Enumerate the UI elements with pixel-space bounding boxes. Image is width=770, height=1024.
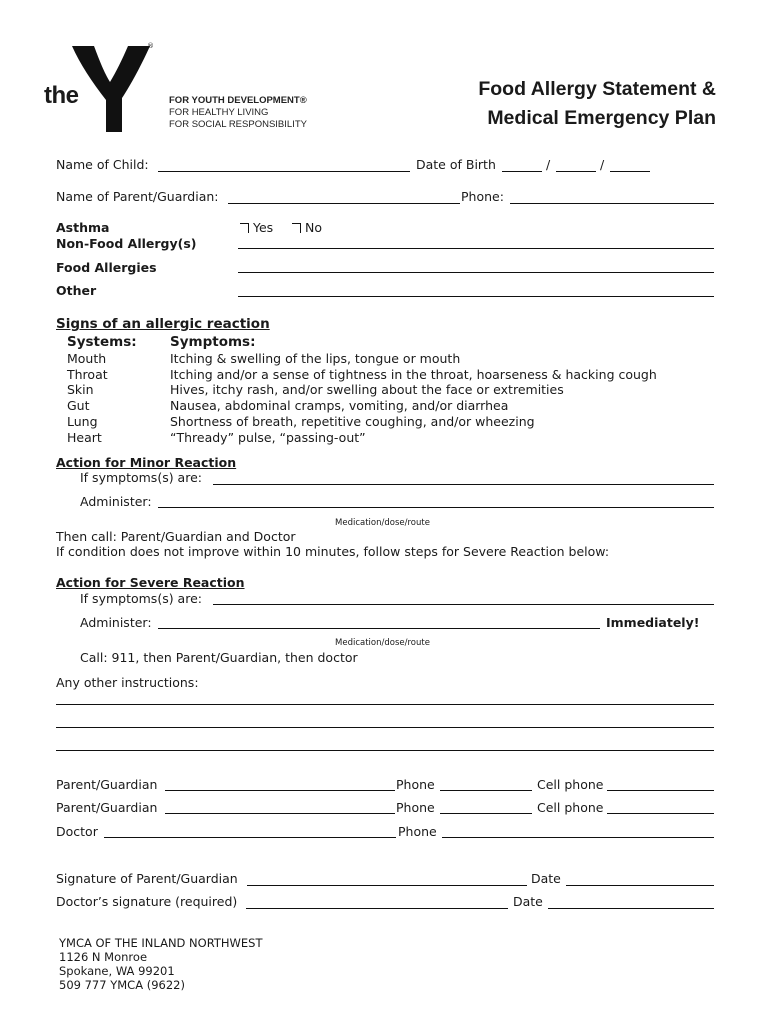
footer-street: 1126 N Monroe bbox=[59, 950, 148, 964]
system-skin: Skin bbox=[67, 382, 94, 397]
asthma-yes-option[interactable] bbox=[240, 220, 273, 235]
system-heart: Heart bbox=[67, 430, 102, 445]
footer-org: YMCA OF THE INLAND NORTHWEST bbox=[59, 936, 263, 950]
no-checkbox[interactable] bbox=[292, 223, 301, 233]
contact-doctor-phone-label: Phone bbox=[398, 824, 437, 839]
contact-parent-2-label: Parent/Guardian bbox=[56, 800, 158, 815]
symptom-skin: Hives, itchy rash, and/or swelling about the face or extremities bbox=[170, 382, 564, 397]
minor-administer-field[interactable] bbox=[158, 507, 714, 508]
contact-parent-1-phone-field[interactable] bbox=[440, 790, 532, 791]
other-instructions-line-1[interactable] bbox=[56, 704, 714, 705]
contact-parent-1-field[interactable] bbox=[165, 790, 395, 791]
signs-heading: Signs of an allergic reaction bbox=[56, 316, 270, 332]
minor-then-call: Then call: Parent/Guardian and Doctor bbox=[56, 529, 296, 544]
severe-call: Call: 911, then Parent/Guardian, then doctor bbox=[80, 650, 358, 665]
doctor-signature-date-label: Date bbox=[513, 894, 543, 909]
non-food-allergy-field[interactable] bbox=[238, 248, 714, 249]
minor-reaction-heading: Action for Minor Reaction bbox=[56, 455, 237, 470]
contact-parent-2-phone-label: Phone bbox=[396, 800, 435, 815]
parent-signature-date-field[interactable] bbox=[566, 885, 714, 886]
contact-parent-1-cell-field[interactable] bbox=[607, 790, 714, 791]
contact-parent-1-label: Parent/Guardian bbox=[56, 777, 158, 792]
contact-doctor-label: Doctor bbox=[56, 824, 98, 839]
logo-the-word: the bbox=[44, 82, 79, 109]
tagline-line-1: FOR YOUTH DEVELOPMENT® bbox=[169, 95, 307, 106]
asthma-label: Asthma bbox=[56, 220, 110, 235]
tagline-line-2: FOR HEALTHY LIVING bbox=[169, 107, 269, 118]
other-instructions-line-3[interactable] bbox=[56, 750, 714, 751]
yes-checkbox[interactable] bbox=[240, 223, 249, 233]
child-name-field[interactable] bbox=[158, 171, 410, 172]
severe-administer-label: Administer: bbox=[80, 615, 152, 630]
system-lung: Lung bbox=[67, 414, 98, 429]
doctor-signature-field[interactable] bbox=[246, 908, 508, 909]
systems-header: Systems: bbox=[67, 334, 137, 350]
footer-address bbox=[59, 936, 263, 992]
contact-parent-2-field[interactable] bbox=[165, 813, 395, 814]
system-mouth: Mouth bbox=[67, 351, 107, 366]
parent-phone-field[interactable] bbox=[510, 203, 714, 204]
contact-parent-2-phone-field[interactable] bbox=[440, 813, 532, 814]
symptom-gut: Nausea, abdominal cramps, vomiting, and/or diarrhea bbox=[170, 398, 509, 413]
child-name-label: Name of Child: bbox=[56, 157, 149, 172]
parent-signature-field[interactable] bbox=[247, 885, 527, 886]
symptom-heart: “Thready” pulse, “passing-out” bbox=[170, 430, 366, 445]
other-instructions-line-2[interactable] bbox=[56, 727, 714, 728]
dob-month-field[interactable] bbox=[502, 171, 542, 172]
minor-medication-caption: Medication/dose/route bbox=[335, 518, 430, 528]
logo-brand-text: YMCA bbox=[124, 101, 138, 123]
contact-parent-2-cell-field[interactable] bbox=[607, 813, 714, 814]
contact-parent-2-cell-label: Cell phone bbox=[537, 800, 604, 815]
non-food-allergy-label: Non-Food Allergy(s) bbox=[56, 236, 197, 251]
parent-name-field[interactable] bbox=[228, 203, 460, 204]
logo-tagline bbox=[169, 95, 307, 131]
dob-label: Date of Birth bbox=[416, 157, 496, 172]
other-field[interactable] bbox=[238, 296, 714, 297]
dob-separator-2: / bbox=[600, 157, 605, 172]
symptom-mouth: Itching & swelling of the lips, tongue or mouth bbox=[170, 351, 461, 366]
yes-label: Yes bbox=[253, 220, 274, 235]
severe-administer-field[interactable] bbox=[158, 628, 600, 629]
minor-if-condition: If condition does not improve within 10 minutes, follow steps for Severe Reaction below: bbox=[56, 544, 610, 559]
system-gut: Gut bbox=[67, 398, 90, 413]
severe-symptoms-label: If symptoms(s) are: bbox=[80, 591, 202, 606]
asthma-no-option[interactable] bbox=[292, 220, 322, 235]
severe-symptoms-field[interactable] bbox=[213, 604, 714, 605]
tagline-line-3: FOR SOCIAL RESPONSIBILITY bbox=[169, 119, 307, 130]
minor-symptoms-field[interactable] bbox=[213, 484, 714, 485]
symptom-throat: Itching and/or a sense of tightness in the throat, hoarseness & hacking cough bbox=[170, 367, 657, 382]
dob-separator-1: / bbox=[546, 157, 551, 172]
no-label: No bbox=[305, 220, 322, 235]
minor-administer-label: Administer: bbox=[80, 494, 152, 509]
contact-doctor-field[interactable] bbox=[104, 837, 396, 838]
ymca-y-mark bbox=[70, 42, 160, 134]
parent-signature-date-label: Date bbox=[531, 871, 561, 886]
system-throat: Throat bbox=[67, 367, 108, 382]
severe-reaction-heading: Action for Severe Reaction bbox=[56, 575, 245, 590]
food-allergies-field[interactable] bbox=[238, 272, 714, 273]
food-allergies-label: Food Allergies bbox=[56, 260, 157, 275]
form-title-line-1: Food Allergy Statement & bbox=[478, 78, 716, 100]
severe-medication-caption: Medication/dose/route bbox=[335, 638, 430, 648]
other-label: Other bbox=[56, 283, 97, 298]
parent-phone-label: Phone: bbox=[461, 189, 504, 204]
other-instructions-label: Any other instructions: bbox=[56, 675, 199, 690]
dob-year-field[interactable] bbox=[610, 171, 650, 172]
dob-day-field[interactable] bbox=[556, 171, 596, 172]
doctor-signature-date-field[interactable] bbox=[548, 908, 714, 909]
minor-symptoms-label: If symptoms(s) are: bbox=[80, 470, 202, 485]
parent-name-label: Name of Parent/Guardian: bbox=[56, 189, 219, 204]
contact-parent-1-phone-label: Phone bbox=[396, 777, 435, 792]
symptom-lung: Shortness of breath, repetitive coughing, and/or wheezing bbox=[170, 414, 535, 429]
ymca-logo bbox=[42, 40, 312, 140]
parent-signature-label: Signature of Parent/Guardian bbox=[56, 871, 238, 886]
footer-phone: 509 777 YMCA (9622) bbox=[59, 978, 185, 992]
contact-parent-1-cell-label: Cell phone bbox=[537, 777, 604, 792]
doctor-signature-label: Doctor’s signature (required) bbox=[56, 894, 238, 909]
contact-doctor-phone-field[interactable] bbox=[442, 837, 714, 838]
symptoms-header: Symptoms: bbox=[170, 334, 256, 350]
footer-city: Spokane, WA 99201 bbox=[59, 964, 175, 978]
form-title-line-2: Medical Emergency Plan bbox=[487, 107, 716, 129]
severe-immediately: Immediately! bbox=[606, 615, 700, 630]
logo-registered-mark: ® bbox=[147, 42, 154, 50]
